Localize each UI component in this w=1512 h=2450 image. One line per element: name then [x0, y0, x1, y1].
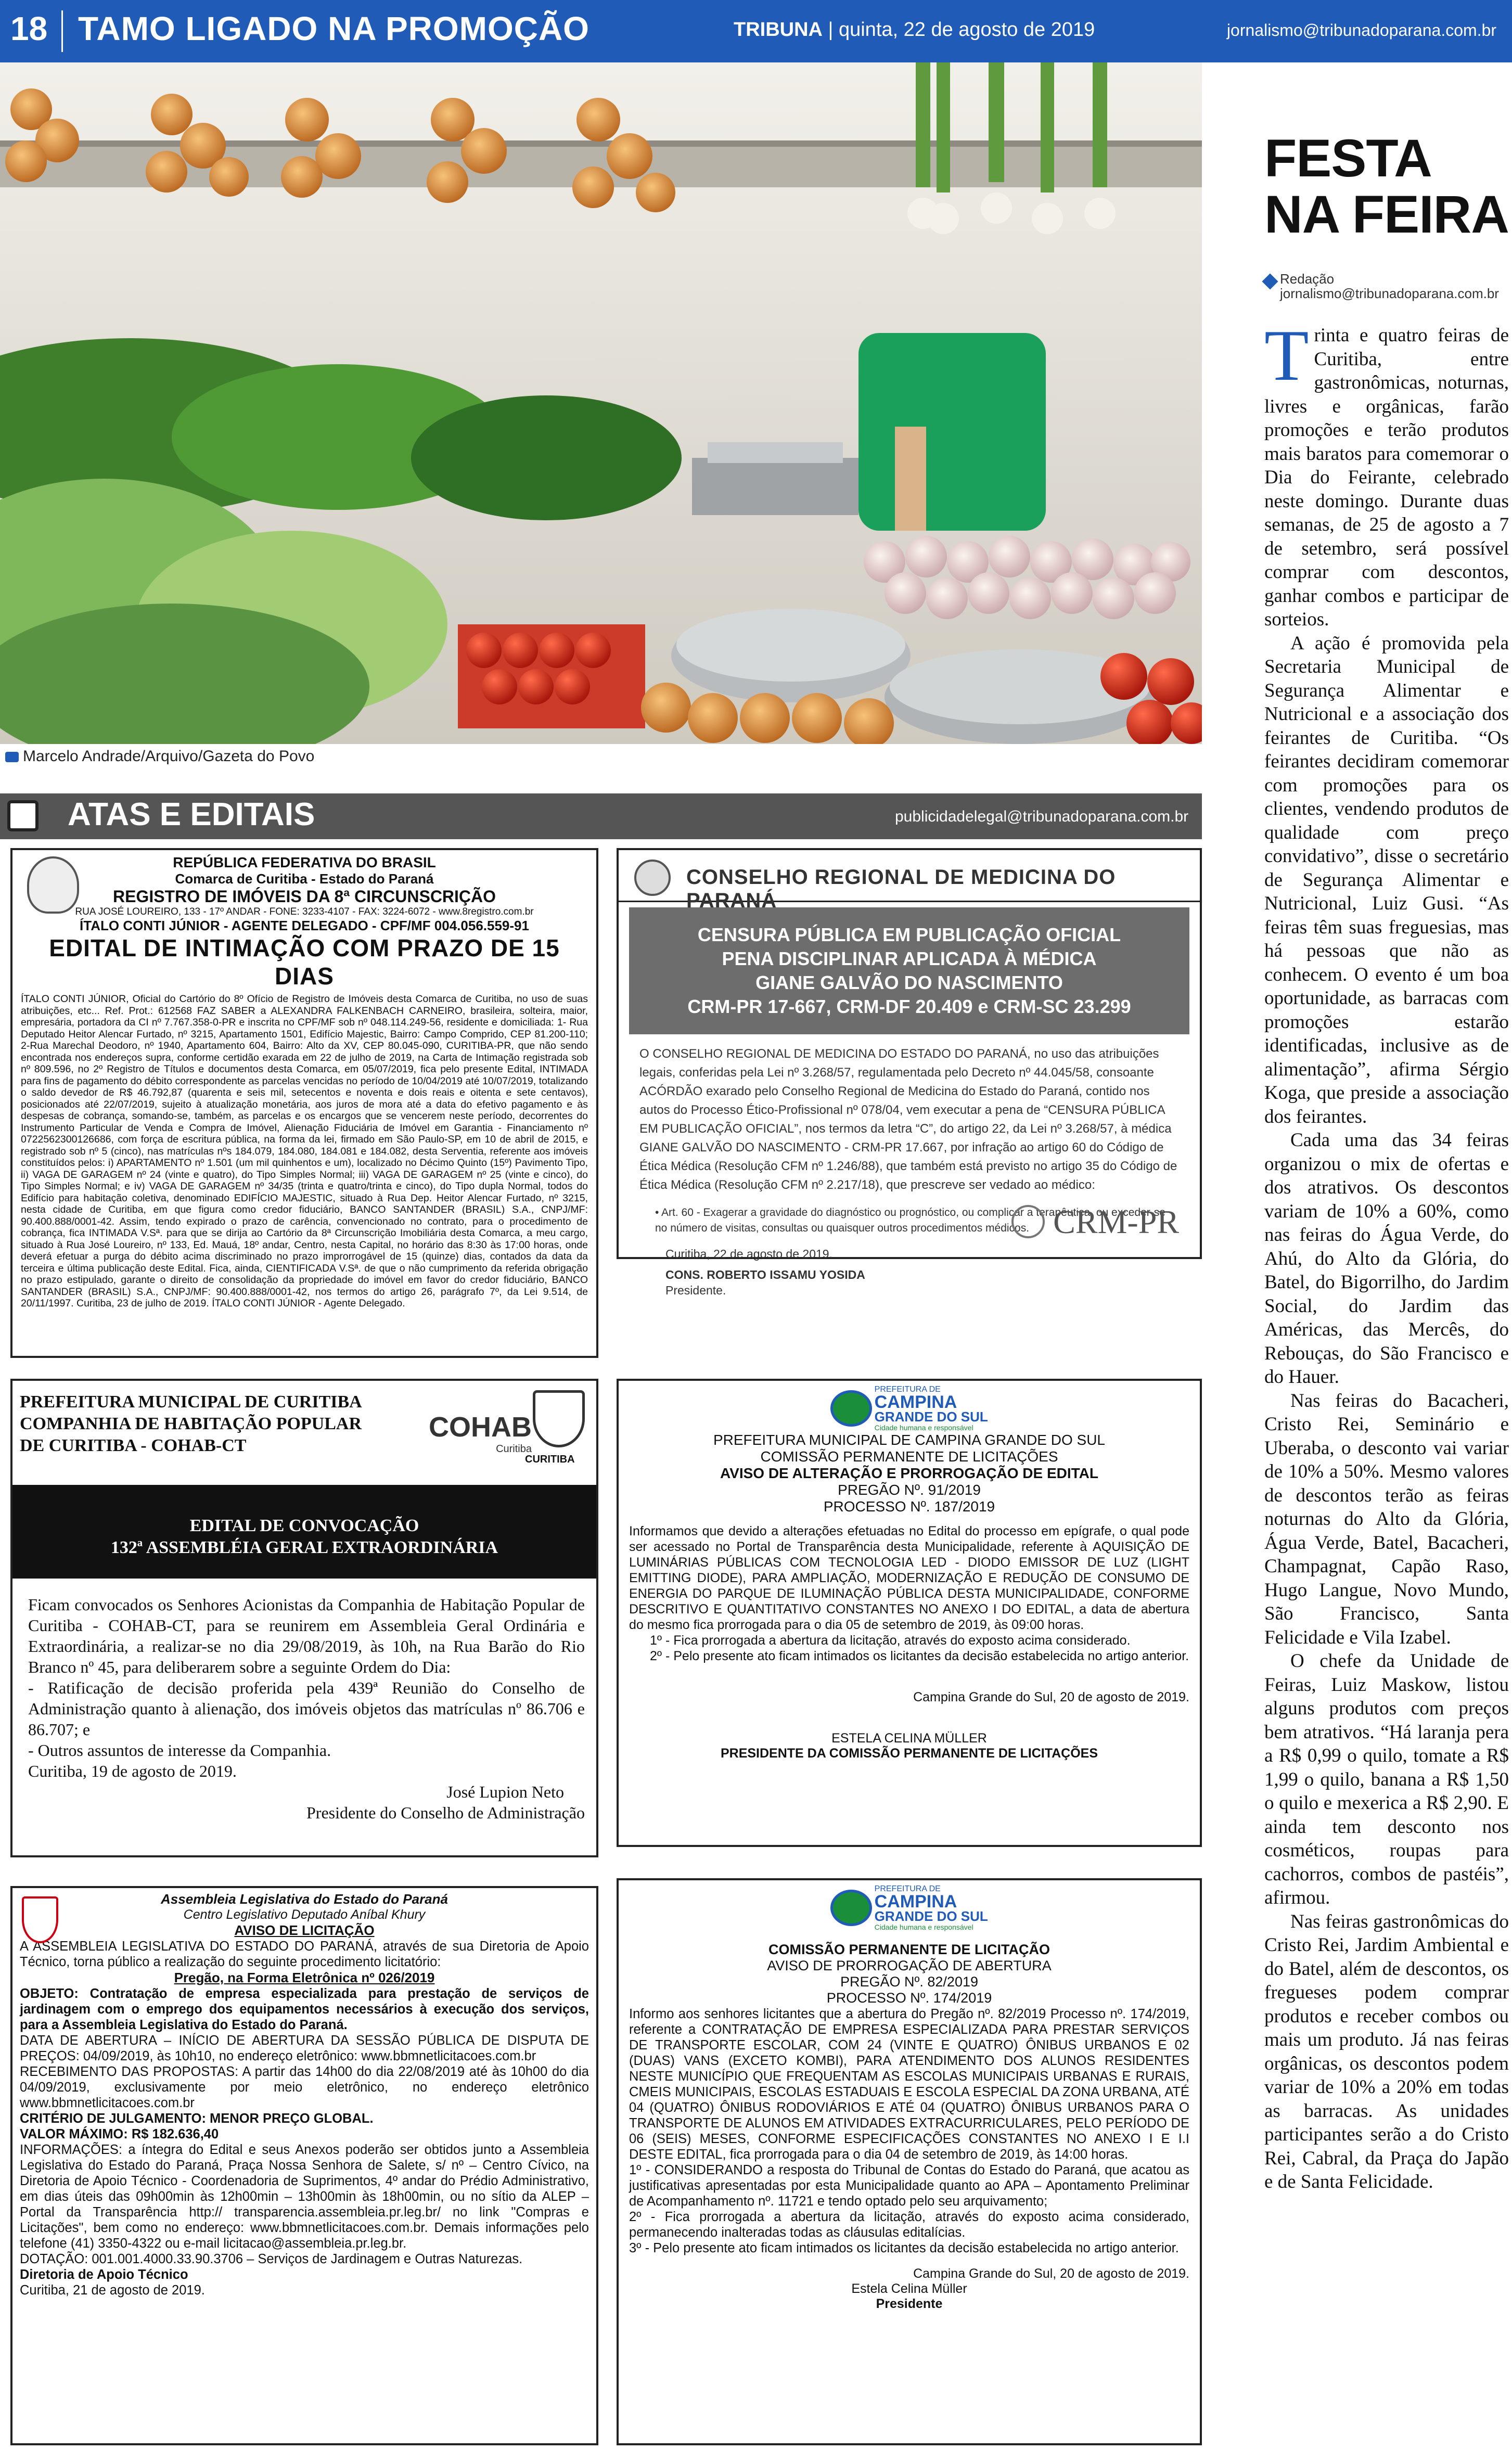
- article-p4: Nas feiras do Bacacheri, Cristo Rei, Seminário e Uberaba, o desconto vai variar de 10% a 50%. Mesmo valores de descontos terão as feiras noturnas do Alto da Glória, Água Verde, Batel, Bacacheri, Champagnat, Capão Raso, Hugo Langue, Novo Mundo, São Francisco, Santa Felicidade e Vila Izabel.: [1264, 1390, 1509, 1648]
- cohab-signer: José Lupion Neto: [446, 1782, 564, 1801]
- campina-logo1-l3: GRANDE DO SUL: [874, 1409, 988, 1425]
- campina1-role: PRESIDENTE DA COMISSÃO PERMANENTE DE LICITAÇÕES: [720, 1746, 1098, 1761]
- campina2-h3: PREGÃO Nº. 82/2019: [840, 1974, 978, 1990]
- alep-h3: AVISO DE LICITAÇÃO: [234, 1922, 375, 1938]
- article-p6: Nas feiras gastronômicas do Cristo Rei, Jardim Ambiental e do Batel, além de descontos, os fregueses podem comprar produtos e receber combos ou mais um produto. Já nas feiras orgânicas, os descontos podem variar de 10% a 20% em todas as barracas. As unidades participantes serão a do Cristo Rei, Cabral, da Praça do Japão e de Santa Felicidade.: [1264, 1910, 1509, 2192]
- crm-sign: [619, 1236, 1200, 1303]
- alep-p11: Curitiba, 21 de agosto de 2019.: [20, 2283, 205, 2298]
- cohab-logo-text: COHAB: [429, 1412, 532, 1443]
- header-divider: [61, 10, 63, 52]
- atas-title: ATAS E EDITAIS: [68, 797, 315, 832]
- photo-credit: Marcelo Andrade/Arquivo/Gazeta do Povo: [23, 748, 315, 765]
- article-title: [1264, 130, 1509, 242]
- parana-crest-icon: [22, 1896, 58, 1943]
- alep-p7: VALOR MÁXIMO: R$ 182.636,40: [20, 2127, 219, 2141]
- edital-crm: [617, 848, 1202, 1297]
- cohab-item1: - Ratificação de decisão proferida pela 439ª Reunião do Conselho de Administração quanto à alienação, dos imóveis objetos das matrículas nº 86.706 e 86.707; e: [28, 1678, 585, 1739]
- edital-campina-1: [617, 1379, 1202, 1847]
- page-number: 18: [10, 10, 48, 47]
- campina1-h3: AVISO DE ALTERAÇÃO E PRORROGAÇÃO DE EDITAL: [720, 1465, 1098, 1481]
- alep-p4: DATA DE ABERTURA – INÍCIO DE ABERTURA DA SESSÃO PÚBLICA DE DISPUTA DE PREÇOS: 04/09/2019, às 10h10, no endereço eletrônico: www.bbmnetlicitacoes.com.br: [20, 2033, 589, 2063]
- cohab-body-wrap: [28, 1594, 585, 1823]
- campina-logo2-l1: PREFEITURA DE: [874, 1884, 941, 1893]
- article-title-line1: FESTA: [1264, 129, 1432, 188]
- cohab-logo: [429, 1411, 532, 1455]
- campina1-item1: 1º - Fica prorrogada a abertura da licitação, através do exposto acima considerado.: [650, 1633, 1131, 1648]
- alep-p2: Pregão, na Forma Eletrônica nº 026/2019: [174, 1970, 435, 1985]
- article-p1-text: rinta e quatro feiras de Curitiba, entre gastronômicas, noturnas, livres e orgânicas, farão promoções e terão produtos mais baratos para comemorar o Dia do Feirante, celebrado neste domingo. Durante duas semanas, de 25 de agosto a 7 de setembro, será possível comprar com descontos, ganhar combos e participar de sorteios.: [1264, 325, 1509, 630]
- campina2-body: Informo aos senhores licitantes que a abertura do Pregão nº. 82/2019 Processo nº. 174/2019, referente a CONTRATAÇÃO DE EMPRESA ESPECIALIZADA PARA PRESTAR SERVIÇOS DE TRANSPORTE ESCOLAR, COM 24 (VINTE E QUATRO) ÔNIBUS URBANOS E 02 (DUAS) VANS (EXCETO KOMBI), PARA ATENDIMENTO DOS ALUNOS RESIDENTES NESTE MUNICÍPIO QUE FREQUENTAM AS ESCOLAS MUNICIPAIS URBANAS E RURAIS, CMEIS MUNICIPAIS, ESCOLAS ESTADUAIS E ESCOLA ESPECIAL DA ZONA URBANA, ATÉ 04 (QUATRO) ÔNIBUS RODOVIÁRIOS E ATÉ 04 (QUATRO) ÔNIBUS URBANOS PARA O TRANSPORTE DE ALUNOS EM ATIVIDADES EXTRACURRICULARES, PELO PERÍODO DE 06 (SEIS) MESES, CONFORME ESPECIFICAÇÕES CONSTANTES NO ANEXO I E I.I DESTE EDITAL, fica prorrogada para o dia 04 de setembro de 2019, às 14:00 horas.: [629, 2007, 1189, 2162]
- cohab-b2: 132ª ASSEMBLÉIA GERAL EXTRAORDINÁRIA: [110, 1538, 498, 1557]
- campina2-date: Campina Grande do Sul, 20 de agosto de 2019.: [913, 2266, 1189, 2281]
- edital1-line5: ÍTALO CONTI JÚNIOR - AGENTE DELEGADO - CPF/MF 004.056.559-91: [80, 918, 529, 933]
- campina1-h1: PREFEITURA MUNICIPAL DE CAMPINA GRANDE DO SUL: [713, 1432, 1106, 1448]
- edital-campina-2: [617, 1878, 1202, 2445]
- alep-p10: Diretoria de Apoio Técnico: [20, 2267, 188, 2282]
- article-title-line2: NA FEIRA: [1264, 185, 1509, 244]
- camera-icon: [5, 752, 19, 762]
- alep-p5: RECEBIMENTO DAS PROPOSTAS: A partir das 14h00 do dia 22/08/2019 até às 10h00 do dia 04/09/2019, exclusivamente por meio eletrônico, no endereço eletrônico www.bbmnetlicitacoes.com.br: [20, 2064, 589, 2110]
- campina2-h4: PROCESSO Nº. 174/2019: [826, 1990, 992, 2006]
- paper-name: TRIBUNA: [734, 19, 823, 41]
- campina1-date: Campina Grande do Sul, 20 de agosto de 2019.: [913, 1690, 1189, 1704]
- campina-logo2-l2: CAMPINA: [874, 1892, 957, 1912]
- crm-seal-icon: [1011, 1205, 1045, 1238]
- alep-p9: DOTAÇÃO: 001.001.4000.33.90.3706 – Serviços de Jardinagem e Outras Naturezas.: [20, 2252, 523, 2266]
- cohab-role: Presidente do Conselho de Administração: [306, 1803, 585, 1822]
- campina2-h2: AVISO DE PRORROGAÇÃO DE ABERTURA: [767, 1958, 1052, 1973]
- byline-name: Redação: [1280, 271, 1335, 287]
- crm-emblem-icon: [634, 860, 671, 896]
- alep-p8: INFORMAÇÕES: a íntegra do Edital e seus Anexos poderão ser obtidos junto a Assembleia Legislativa do Estado do Paraná, Praça Nossa Senhora de Salete, s/ nº – Centro Cívico, na Diretoria de Apoio Técnico - Coordenadoria de Suprimentos, 4º andar do Prédio Administrativo, em dias úteis das 09h00min às 12h00min – 13h00min às 18h00min, ou no sítio da ALEP – Portal da Transparência http:// transparencia.assembleia.pr.leg.br/ no link "Compras e Licitações", bem como no endereço: www.bbmnetlicitacoes.com.br. Demais informações pelo telefone (41) 3350-4322 ou e-mail licitacao@assembleia.pr.leg.br.: [20, 2143, 589, 2251]
- edital-alep: [10, 1886, 598, 2445]
- campina2-signer: Estela Celina Müller: [851, 2281, 967, 2296]
- crm-bullet: • Art. 60 - Exagerar a gravidade do diagnóstico ou prognóstico, ou complicar a terapêutica, ou exceder-se no número de visitas, consultas ou quaisquer outros procedimentos médicos.: [655, 1207, 1165, 1234]
- alep-h1: Assembleia Legislativa do Estado do Paraná: [161, 1891, 448, 1907]
- atas-email[interactable]: publicidadelegal@tribunadoparana.com.br: [895, 808, 1189, 825]
- cohab-h3: DE CURITIBA - COHAB-CT: [20, 1436, 247, 1455]
- pencil-icon: [1262, 273, 1278, 289]
- photo-caption: [5, 748, 314, 765]
- campina1-signer: ESTELA CELINA MÜLLER: [831, 1731, 987, 1746]
- masthead: [734, 19, 1095, 41]
- campina-logo1-l4: Cidade humana e responsável: [874, 1423, 973, 1432]
- edition-date: | quinta, 22 de agosto de 2019: [828, 19, 1095, 41]
- campina-logo2-l3: GRANDE DO SUL: [874, 1908, 988, 1924]
- campina-logo2-l4: Cidade humana e responsável: [874, 1923, 973, 1931]
- campina2-role: Presidente: [876, 2297, 943, 2311]
- cohab-date: Curitiba, 19 de agosto de 2019.: [28, 1762, 237, 1780]
- campina2-item1: 1º - CONSIDERANDO a resposta do Tribunal de Contas do Estado do Paraná, que acatou as justificativas apresentadas por esta Municipalidade quanto ao APA – Apontamento Preliminar de Acompanhamento nº. 11721 e tendo optado pelo seu arquivamento;: [629, 2163, 1189, 2209]
- alep-h2: Centro Legislativo Deputado Aníbal Khury: [183, 1907, 426, 1922]
- edital-cohab: [10, 1379, 598, 1857]
- alep-p1: A ASSEMBLEIA LEGISLATIVA DO ESTADO DO PARANÁ, através de sua Diretoria de Apoio Técnico, torna público a realização do seguinte procedimento licitatório:: [20, 1939, 589, 1969]
- article-body: [1264, 315, 1509, 2194]
- campina1-h4: PREGÃO Nº. 91/2019: [838, 1482, 981, 1498]
- alep-p6: CRITÉRIO DE JULGAMENTO: MENOR PREÇO GLOBAL.: [20, 2111, 374, 2126]
- campina2-h1: COMISSÃO PERMANENTE DE LICITAÇÃO: [768, 1942, 1050, 1957]
- campina-flag-icon-2: [830, 1890, 872, 1926]
- campina1-body: Informamos que devido a alterações efetuadas no Edital do processo em epígrafe, o qual pode ser acessado no Portal de Transparência desta Municipalidade, referente à AQUISIÇÃO DE LUMINÁRIAS PÚBLICAS COM TECNOLOGIA LED - DIODO EMISSOR DE LUZ (LIGHT EMITTING DIODE), PARA AMPLIAÇÃO, MODERNIZAÇÃO E REDUÇÃO DE CONSUMO DE ENERGIA DO PARQUE DE ILUMINAÇÃO PÚBLICA DESTA MUNICIPALIDADE, CONFORME DESCRITIVO E QUANTITATIVO CONSTANTES NO ANEXO I DO EDITAL, a data de abertura do mesmo fica prorrogada para o dia 05 de setembro de 2019, às 09:00 horas.: [629, 1524, 1189, 1632]
- article-p1: [1264, 315, 1509, 632]
- crm-logo-text: CRM-PR: [1053, 1203, 1179, 1240]
- crm-org: CONSELHO REGIONAL DE MEDICINA DO PARANÁ: [686, 866, 1116, 912]
- campina1-h2: COMISSÃO PERMANENTE DE LICITAÇÕES: [760, 1448, 1058, 1465]
- edital1-line2: Comarca de Curitiba - Estado do Paraná: [175, 871, 434, 887]
- cohab-h1: PREFEITURA MUNICIPAL DE CURITIBA: [20, 1392, 362, 1412]
- curitiba-label: CURITIBA: [525, 1454, 575, 1465]
- edital1-line4: RUA JOSÉ LOUREIRO, 133 - 17º ANDAR - FONE: 3233-4107 - FAX: 3224-6072 - www.8registro.com.br: [75, 906, 534, 917]
- article-p2: A ação é promovida pela Secretaria Municipal de Segurança Alimentar e Nutricional e a associação dos feirantes de Curitiba. “Os feirantes decidiram comemorar com promoções para os clientes, vendendo produtos de qualidade com preço convidativo”, disse o secretário de Segurança Alimentar e Nutricional, Luiz Gusi. “As feiras têm suas freguesias, mas há pessoas que não as conhecem. O evento é um boa oportunidade, as barracas com promoções estarão identificadas, inclusive as de alimentação”, afirma Sérgio Koga, que preside a associação dos feirantes.: [1264, 632, 1509, 1127]
- edital1-line3: REGISTRO DE IMÓVEIS DA 8ª CIRCUNSCRIÇÃO: [112, 887, 496, 906]
- crm-band-line1: CENSURA PÚBLICA EM PUBLICAÇÃO OFICIAL: [697, 924, 1121, 945]
- drop-cap: T: [1264, 315, 1309, 396]
- market-stall-illustration: [0, 62, 1202, 744]
- crm-text: O CONSELHO REGIONAL DE MEDICINA DO ESTADO DO PARANÁ, no uso das atribuições legais, conferidas pela Lei nº 3.268/57, regulamentada pelo Decreto nº 44.045/58, consoante ACÓRDÃO exarado pelo Conselho Regional de Medicina do Estado do Paraná, contido nos autos do Processo Ético-Profissional nº 078/04, vem executar a pena de “CENSURA PÚBLICA EM PUBLICAÇÃO OFICIAL”, nos termos da letra “C”, do artigo 22, da Lei nº 3.268/57, à médica GIANE GALVÃO DO NASCIMENTO - CRM-PR 17.667, por infração ao artigo 60 do Código de Ética Médica (Resolução CFM nº 1.246/88), que também está previsto no artigo 35 do Código de Ética Médica (Resolução CFM nº 2.217/18), que prescreve ser vedado ao médico:: [639, 1047, 1177, 1192]
- article-p3: Cada uma das 34 feiras organizou o mix de ofertas e dos atrativos. Os descontos variam de 10% a 60%, como nas feiras do Água Verde, do Ahú, do Alto da Glória, do Batel, do Bigorrilho, do Jardim Social, do Jardim das Américas, das Mercês, do Rebouças, do São Francisco e do Hauer.: [1264, 1130, 1509, 1388]
- campina-logo-1: [629, 1381, 1189, 1432]
- crm-band: [629, 907, 1189, 1034]
- cohab-b1: EDITAL DE CONVOCAÇÃO: [189, 1516, 419, 1535]
- article-byline: [1280, 272, 1499, 301]
- campina-flag-icon: [830, 1390, 872, 1427]
- crm-band-line2: PENA DISCIPLINAR APLICADA À MÉDICA: [722, 948, 1097, 969]
- campina-logo1-l2: CAMPINA: [874, 1392, 957, 1412]
- market-photo: [0, 62, 1202, 744]
- edital1-body: ÍTALO CONTI JÚNIOR, Oficial do Cartório do 8º Ofício de Registro de Imóveis desta Comarca de Curitiba, no uso de suas atribuições, etc... Ref. Prot.: 612568 FAZ SABER a ALEXANDRA FALKENBACH CARNEIRO, brasileira, solteira, maior, empresária, portadora da CI nº 7.767.358-0-PR e inscrita no CPF/MF sob nº 048.114.249-56, residente e domiciliada: 1- Rua Deputado Heitor Alencar Furtado, nº 3215, Apartamento 1501, Edifício Majestic, Bairro: Campo Comprido, CEP 81.200-110; 2-Rua Marechal Deodoro, nº 1940, Apartamento 604, Bairro: Alto da XV, CEP 80.045-090, CURITIBA-PR, que não sendo encontrada nos endereços supra, conforme certidão exarada em 22 de julho de 2019, na Carta de Intimação registrada sob nº 809.596, no 2º Registro de Títulos e documentos desta Comarca, em 05/07/2019, fica pelo presente Edital, INTIMADA para fins de pagamento do débito correspondente as parcelas vencidas no período de 10/04/2019 até 10/07/2019, totalizando o saldo devedor de R$ 46.792,87 (quarenta e seis mil, setecentos e noventa e dois reais e oitenta e sete centavos), posicionados até 22/07/2019, sujeito à atualização monetária, aos juros de mora até a data do efetivo pagamento e às despesas de cobrança, somando-se, também, as parcelas e os encargos que se vencerem neste período, decorrentes do Instrumento Particular de Venda e Compra de Imóvel, Alienação Fiduciária de Imóvel em Garantia - Financiamento nº 0722562300126686, com força de escritura pública, na forma da lei, firmado em São Paulo-SP, em 10 de abril de 2015, e registrado sob nº 5 (cinco), nas matrículas nºs 184.079, 184.080, 184.081 e 184.082, desta Serventia, referente aos imóveis constituídos pelos: i) APARTAMENTO nº 1.501 (um mil quinhentos e um), localizado no Décimo Quinto (15º) Pavimento Tipo, ii) VAGA DE GARAGEM nº 24 (vinte e quatro), do Tipo Simples Normal; iii) VAGA DE GARAGEM nº 25 (vinte e cinco), do Tipo Simples Normal; e iv) VAGA DE GARAGEM nº 34/35 (trinta e quatro/trinta e cinco), do Tipo dupla Normal, todos do Edifício para habitação coletiva, denominado EDIFÍCIO MAJESTIC, situado à Rua Dep. Heitor Alencar Furtado, nº 3215, nesta cidade de Curitiba, em que figura como credor fiduciário, BANCO SANTANDER (BRASIL) S.A., CNPJ/MF: 90.400.888/0001-42. Assim, tendo expirado o prazo de carência, convencionado no contrato, para o procedimento de cobrança, fica INTIMADA V.Sª. para que se dirija ao Cartório da 8ª Circunscrição Imobiliária desta Comarca, a meu cargo, situado à Rua José Loureiro, nº 133, Ed. Mauá, 18º andar, Centro, nesta Capital, no horário das 8:30 às 17:00 horas, onde deverá efetuar a purga do débito acima discriminado no prazo improrrogável de 15 (quinze) dias, contados da data da terceira e última publicação deste Edital. Fica, ainda, CIENTIFICADA V.Sª. de que o não cumprimento da referida obrigação no prazo estipulado, garante o direito de consolidação da propriedade do imóvel em favor do credor fiduciário, BANCO SANTANDER (BRASIL) S.A., CNPJ/MF: 90.400.888/0001-42, nos termos do artigo 26, parágrafo 7º, da Lei 9.514, de 20/11/1997. Curitiba, 23 de julho de 2019. ÍTALO CONTI JÚNIOR - Agente Delegado.: [21, 993, 588, 1309]
- cohab-black-band: [12, 1485, 596, 1579]
- edital-registro-imoveis: [10, 848, 598, 1358]
- article-p5: O chefe da Unidade de Feiras, Luiz Maskow, listou alguns produtos com preços bem atrativos. “Há laranja pera a R$ 0,99 o quilo, tomate a R$ 1,99 o quilo, banana a R$ 1,50 o quilo e mexerica a R$ 2,90. E ainda tem desconto nos cosméticos, roupas para cachorros, combos de pastéis”, afirmou.: [1264, 1650, 1509, 1908]
- alep-p3: OBJETO: Contratação de empresa especializada para prestação de serviços de jardinagem com o emprego dos equipamentos necessários à execução dos serviços, para a Assembleia Legislativa do Estado do Paraná.: [20, 1986, 589, 2032]
- cohab-logo-sub: Curitiba: [496, 1443, 532, 1455]
- crm-date: Curitiba, 22 de agosto de 2019.: [665, 1247, 832, 1261]
- campina-logo-2: [629, 1880, 1189, 1931]
- section-title: TAMO LIGADO NA PROMOÇÃO: [78, 10, 590, 47]
- edital1-line1: REPÚBLICA FEDERATIVA DO BRASIL: [173, 854, 436, 870]
- cohab-item2: - Outros assuntos de interesse da Companhia.: [28, 1741, 331, 1760]
- crm-signer: CONS. ROBERTO ISSAMU YOSIDA: [665, 1268, 865, 1281]
- campina2-item2: 2º - Fica prorrogada a abertura da licitação, através do exposto acima considerado, permanecendo inalteradas todas as cláusulas editalícias.: [629, 2210, 1189, 2240]
- edital1-title: EDITAL DE INTIMAÇÃO COM PRAZO DE 15 DIAS: [49, 934, 560, 990]
- campina1-h5: PROCESSO Nº. 187/2019: [823, 1498, 995, 1515]
- crm-band-line3: GIANE GALVÃO DO NASCIMENTO: [755, 972, 1063, 993]
- crm-band-line4: CRM-PR 17-667, CRM-DF 20.409 e CRM-SC 23.299: [687, 996, 1131, 1017]
- byline-email[interactable]: jornalismo@tribunadoparana.com.br: [1280, 286, 1499, 301]
- header-email[interactable]: jornalismo@tribunadoparana.com.br: [1226, 21, 1496, 40]
- edit-icon: [7, 800, 39, 831]
- brasao-icon: [27, 856, 79, 914]
- cohab-h2: COMPANHIA DE HABITAÇÃO POPULAR: [20, 1414, 362, 1433]
- crm-logo: [1011, 1203, 1179, 1241]
- crm-role: Presidente.: [665, 1284, 726, 1297]
- curitiba-crest-icon: [533, 1390, 585, 1447]
- cohab-body: Ficam convocados os Senhores Acionistas da Companhia de Habitação Popular de Curitiba - COHAB-CT, para se reunirem em Assembleia Geral Ordinária e Extraordinária, a realizar-se no dia 29/08/2019, às 10h, na Rua Barão do Rio Branco nº 45, para deliberarem sobre a seguinte Ordem do Dia:: [28, 1595, 585, 1676]
- campina1-item2: 2º - Pelo presente ato ficam intimados os licitantes da decisão estabelecida no artigo anterior.: [650, 1649, 1189, 1663]
- campina2-item3: 3º - Pelo presente ato ficam intimados os licitantes da decisão estabelecida no artigo anterior.: [629, 2241, 1179, 2255]
- campina-logo1-l1: PREFEITURA DE: [874, 1385, 941, 1394]
- crm-header: [619, 850, 1200, 912]
